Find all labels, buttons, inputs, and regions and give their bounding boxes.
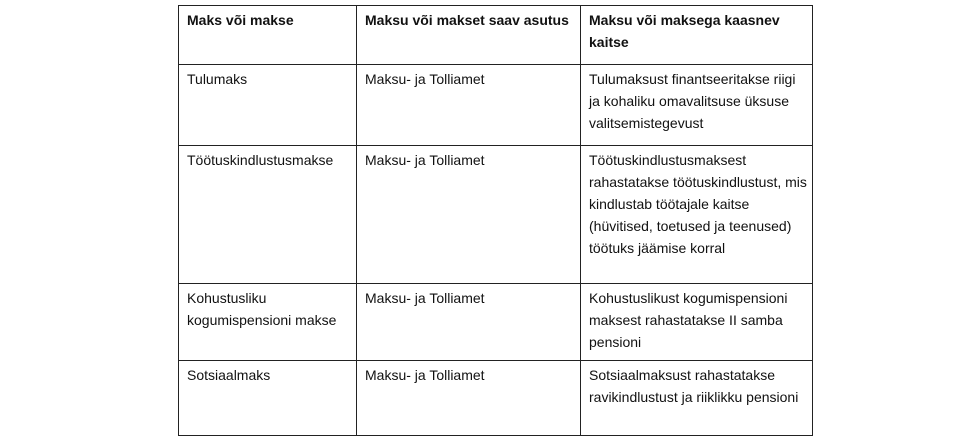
header-tax: Maks või makse [179, 6, 357, 65]
cell-tax: Tulumaks [179, 65, 357, 146]
cell-tax: Kohustusliku kogumispensioni makse [179, 284, 357, 361]
cell-protection: Tulumaksust finantseeritakse riigi ja kohaliku omavalitsuse üksuse valitsemistegevust [581, 65, 813, 146]
header-protection: Maksu või maksega kaasnev kaitse [581, 6, 813, 65]
cell-protection: Töötuskindlustusmaksest rahastatakse töötuskindlustust, mis kindlustab töötajale kaitse (hüvitised, toetused ja teenused) töötuks jäämise korral [581, 146, 813, 284]
cell-protection: Sotsiaalmaksust rahastatakse ravikindlustust ja riiklikku pensioni [581, 361, 813, 436]
cell-agency: Maksu- ja Tolliamet [357, 284, 581, 361]
cell-tax: Töötuskindlustusmakse [179, 146, 357, 284]
table-header-row [179, 6, 813, 65]
cell-tax: Sotsiaalmaks [179, 361, 357, 436]
table-row [179, 361, 813, 436]
cell-agency: Maksu- ja Tolliamet [357, 65, 581, 146]
cell-agency: Maksu- ja Tolliamet [357, 361, 581, 436]
tax-table [178, 5, 813, 436]
table-row [179, 284, 813, 361]
cell-agency: Maksu- ja Tolliamet [357, 146, 581, 284]
table-row [179, 146, 813, 284]
cell-protection: Kohustuslikust kogumispensioni maksest rahastatakse II samba pensioni [581, 284, 813, 361]
table-row [179, 65, 813, 146]
header-agency: Maksu või makset saav asutus [357, 6, 581, 65]
